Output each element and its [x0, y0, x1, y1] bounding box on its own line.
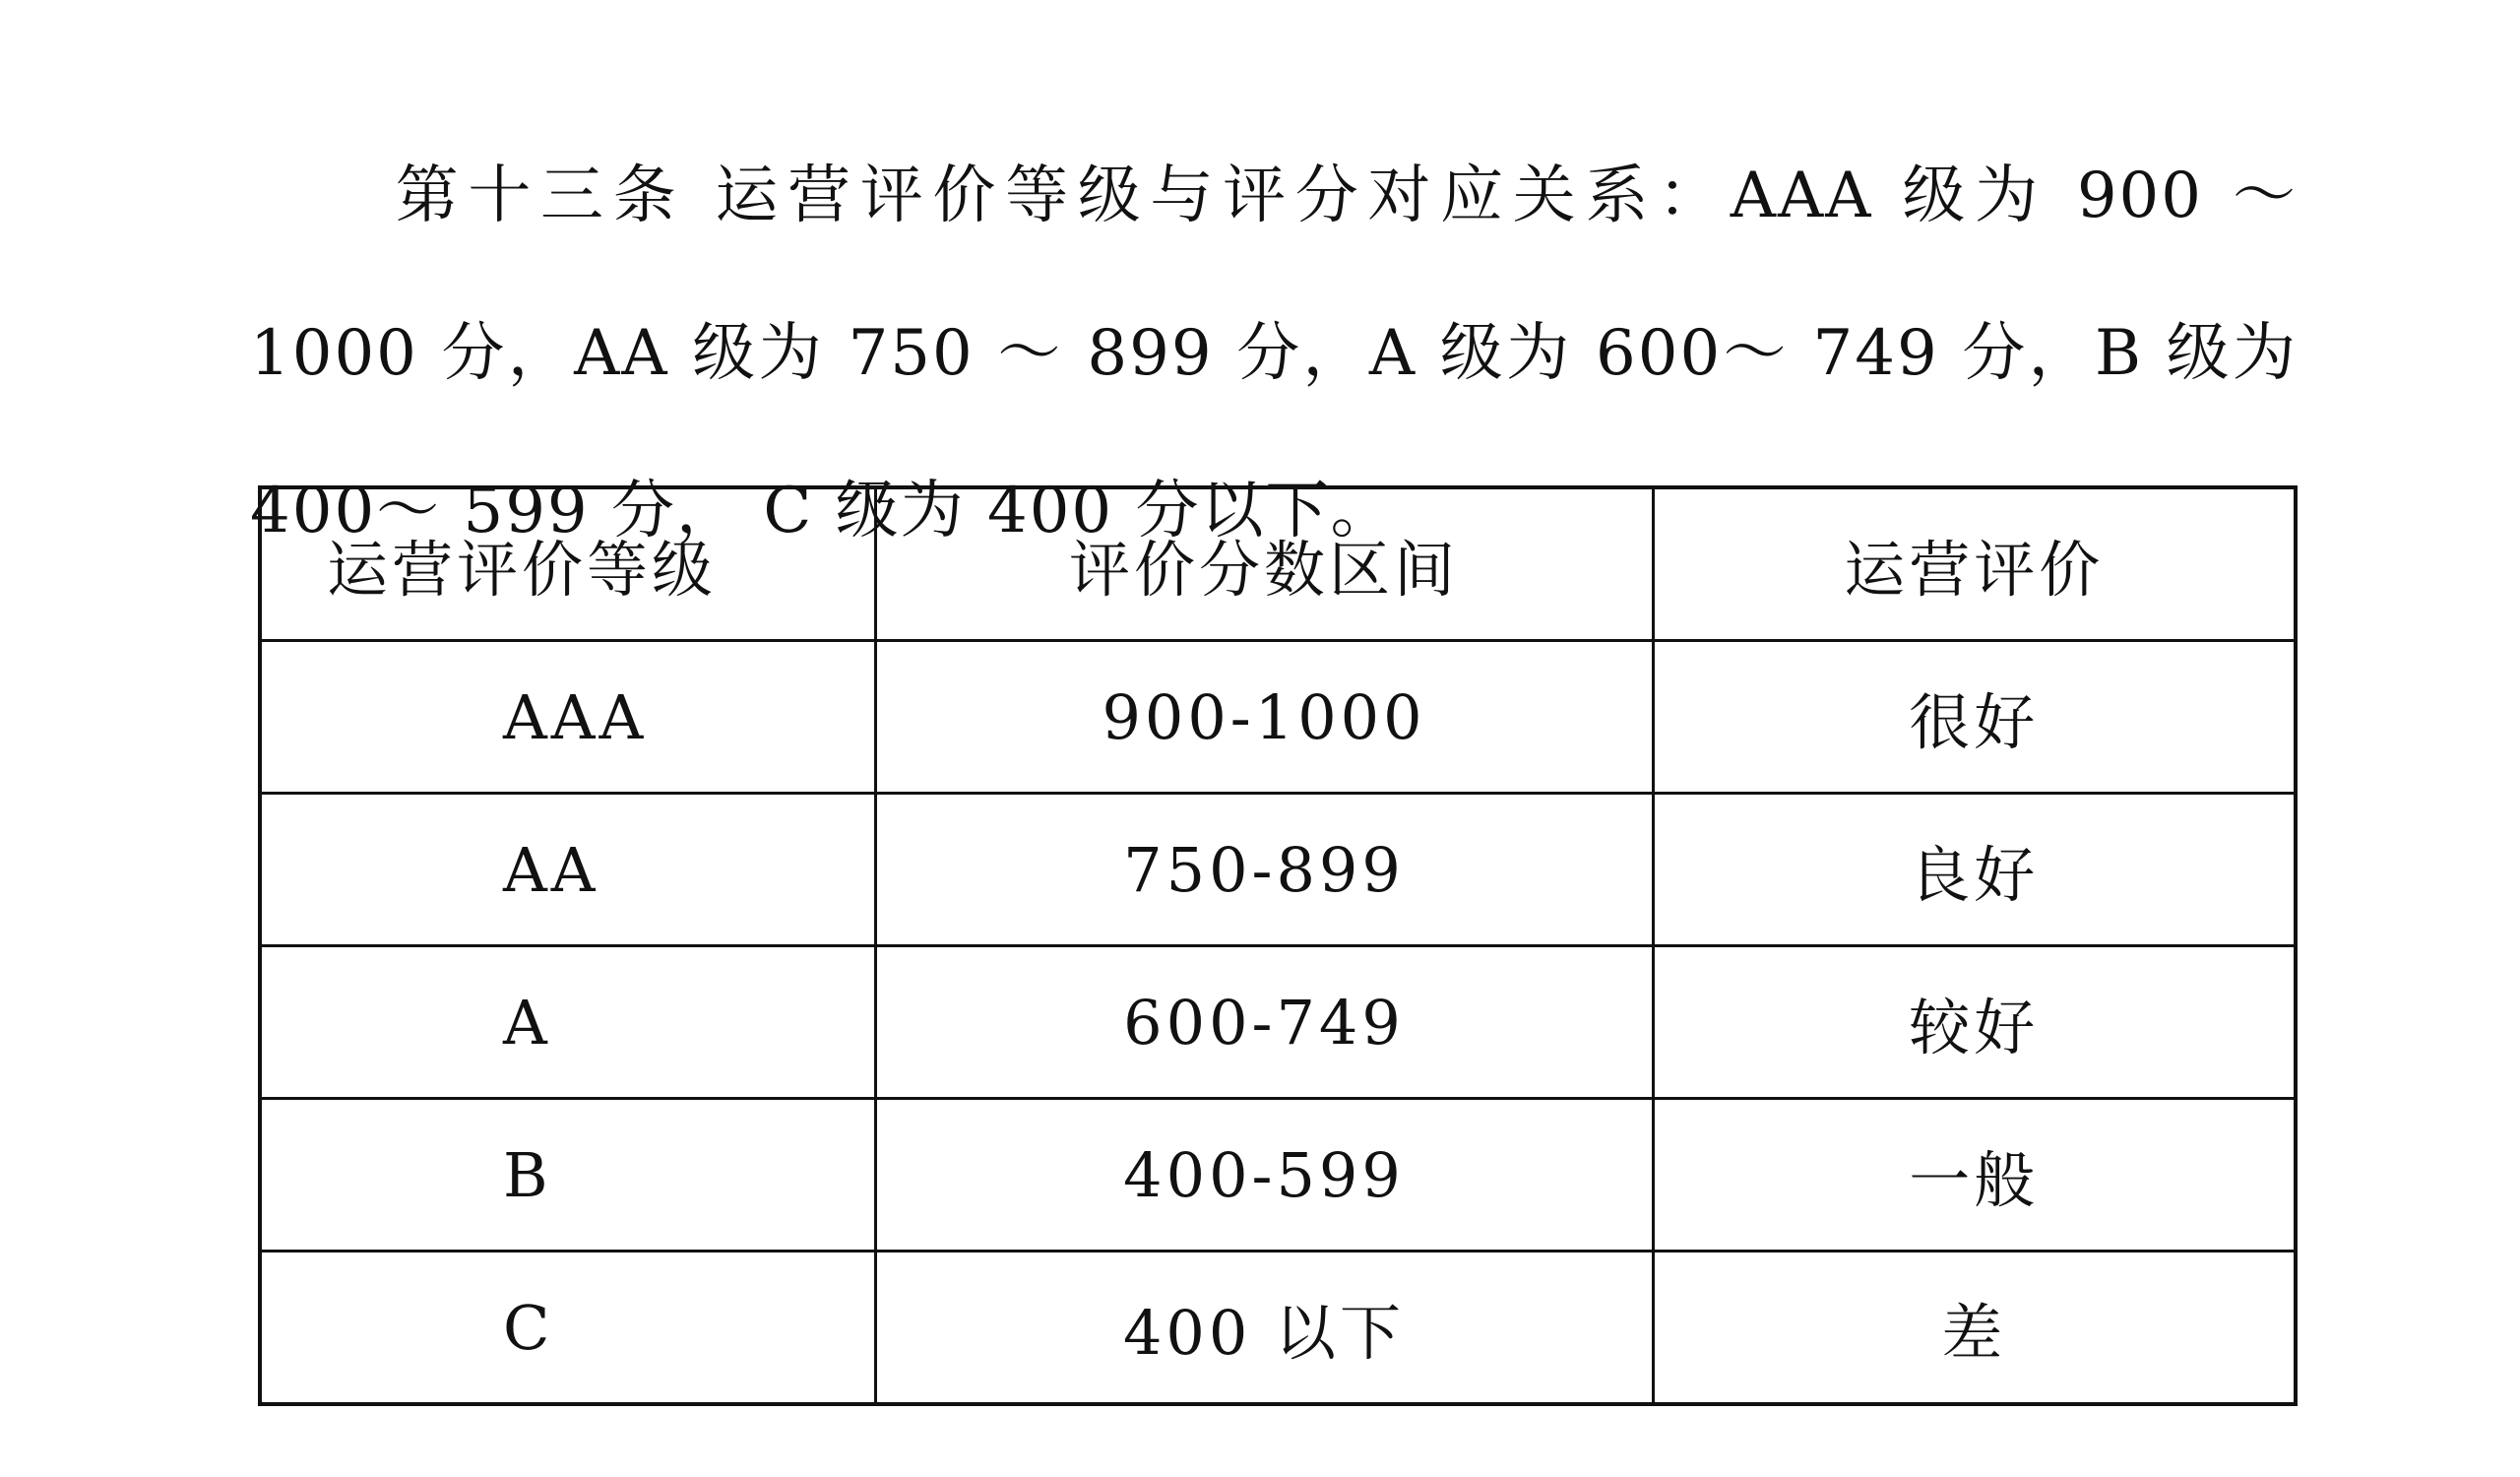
- table-row: [260, 1252, 2296, 1405]
- table-header-row: [260, 487, 2296, 641]
- table-row: [260, 1099, 2296, 1252]
- cell-evaluation: 很好: [1653, 641, 2296, 794]
- cell-grade: A: [260, 946, 875, 1099]
- cell-grade: B: [260, 1099, 875, 1252]
- cell-score-range: 400 以下: [875, 1252, 1653, 1405]
- table-row: [260, 794, 2296, 946]
- article-text: 第十三条 运营评价等级与评分对应关系：AAA 级为 900 ～ 1000 分，AA 级为 750 ～ 899 分，A 级为 600～ 749 分，B 级为 400～ 599 分， C 级为 400 分以下。: [250, 160, 2298, 547]
- cell-grade: AAA: [260, 641, 875, 794]
- header-evaluation: 运营评价: [1653, 487, 2296, 641]
- cell-score-range: 400-599: [875, 1099, 1653, 1252]
- cell-evaluation: 良好: [1653, 794, 2296, 946]
- grade-score-table: [258, 485, 2298, 1406]
- cell-grade: C: [260, 1252, 875, 1405]
- table-row: [260, 641, 2296, 794]
- cell-evaluation: 较好: [1653, 946, 2296, 1099]
- cell-score-range: 750-899: [875, 794, 1653, 946]
- header-grade: 运营评价等级: [260, 487, 875, 641]
- cell-score-range: 600-749: [875, 946, 1653, 1099]
- cell-evaluation: 一般: [1653, 1099, 2296, 1252]
- cell-score-range: 900-1000: [875, 641, 1653, 794]
- cell-evaluation: 差: [1653, 1252, 2296, 1405]
- cell-grade: AA: [260, 794, 875, 946]
- table-row: [260, 946, 2296, 1099]
- header-score-range: 评价分数区间: [875, 487, 1653, 641]
